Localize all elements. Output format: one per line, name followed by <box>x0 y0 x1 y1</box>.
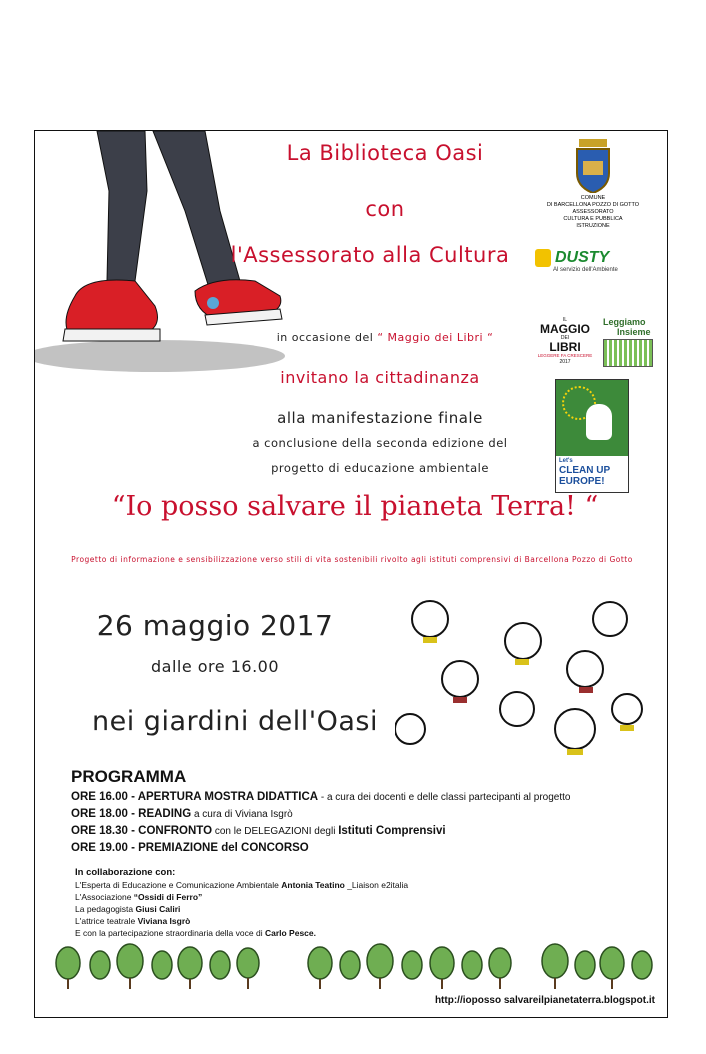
programma-section <box>71 767 661 857</box>
programma-item <box>71 806 661 823</box>
collab-line <box>75 891 575 903</box>
item-time: ORE 16.00 <box>71 791 128 803</box>
item-time: ORE 18.00 <box>71 808 128 820</box>
collab-text: La pedagogista <box>75 904 136 914</box>
item-time: ORE 18.30 <box>71 825 128 837</box>
collab-line <box>75 879 575 891</box>
children-faces-illustration <box>395 589 665 789</box>
collab-text: E con la partecipazione straordinaria della voce di <box>75 928 265 938</box>
item-sep: - <box>127 808 139 820</box>
comune-line-4: CULTURA E PUBBLICA <box>563 216 623 222</box>
collab-name: Giusi Caliri <box>135 904 181 914</box>
item-title: READING <box>138 808 192 820</box>
programma-title: PROGRAMMA <box>71 767 187 786</box>
collab-name: Viviana Isgrò <box>137 916 191 926</box>
collab-text: _Liaison e2italia <box>344 880 409 890</box>
leggiamo-line-2: Insieme <box>617 327 651 337</box>
collab-text: L'Esperta di Educazione e Comunicazione Ambientale <box>75 880 282 890</box>
conclusione-line: a conclusione della seconda edizione del <box>252 436 508 450</box>
clean-line-2: EUROPE! <box>559 476 605 487</box>
programma-item <box>71 789 661 806</box>
dusty-logo <box>535 249 645 273</box>
leggiamo-line-1: Leggiamo <box>603 317 646 327</box>
slogan: “Io posso salvare il pianeta Terra! “ <box>111 491 599 522</box>
leggiamo-insieme-logo <box>603 317 663 367</box>
item-sep: - <box>127 842 139 854</box>
maggio-dei-libri-logo <box>535 317 595 365</box>
poster <box>34 130 668 1018</box>
blog-url-link[interactable]: http://ioposso salvareilpianetaterra.blogspot.it <box>434 995 655 1006</box>
collaborazione-section <box>75 867 575 939</box>
programma-item <box>71 840 661 857</box>
maggio-line-2: MAGGIO <box>540 322 590 336</box>
invitano-line: invitano la cittadinanza <box>280 368 480 387</box>
event-date: 26 maggio 2017 <box>96 609 334 642</box>
maggio-line-3: DEI <box>560 335 570 341</box>
event-place: nei giardini dell'Oasi <box>92 706 378 737</box>
clean-lets: Let's <box>559 458 573 464</box>
header-line-1: La Biblioteca Oasi <box>286 141 484 165</box>
clean-line-1: CLEAN UP <box>559 465 611 476</box>
comune-line-3: ASSESSORATO <box>572 209 614 215</box>
manifestazione-line: alla manifestazione finale <box>277 409 483 427</box>
collab-heading: In collaborazione con: <box>75 867 176 878</box>
clean-up-europe-logo <box>555 379 629 493</box>
dusty-name: DUSTY <box>555 249 610 266</box>
maggio-year: 2017 <box>559 359 571 365</box>
occasione-event: “ Maggio dei Libri “ <box>377 331 494 344</box>
dusty-tagline: Al servizio dell'Ambiente <box>553 267 618 273</box>
collab-line <box>75 915 575 927</box>
occasione-pre: in occasione del <box>276 331 374 344</box>
item-time: ORE 19.00 <box>71 842 128 854</box>
comune-logo <box>543 139 643 230</box>
item-title: PREMIAZIONE del CONCORSO <box>138 842 309 854</box>
hand-icon <box>586 404 612 440</box>
item-title-2: Istituti Comprensivi <box>338 825 446 837</box>
trees-illustration <box>50 943 655 991</box>
maggio-line-5: LEGGERE FA CRESCERE <box>537 353 593 358</box>
collab-text: L'Associazione <box>75 892 134 902</box>
books-field-icon <box>603 339 653 367</box>
collab-text: L'attrice teatrale <box>75 916 138 926</box>
item-rest: - a cura dei docenti e delle classi partecipanti al progetto <box>318 792 571 803</box>
collab-name: Antonia Teatino <box>281 880 345 890</box>
occasione-line <box>265 331 505 344</box>
item-rest: a cura di Viviana Isgrò <box>191 809 293 820</box>
collab-name: Carlo Pesce. <box>264 928 316 938</box>
item-title: APERTURA MOSTRA DIDATTICA <box>137 791 319 803</box>
coat-of-arms-icon <box>573 139 613 193</box>
programma-item <box>71 823 661 840</box>
event-time: dalle ore 16.00 <box>150 657 280 676</box>
header-line-3: l'Assessorato alla Cultura <box>230 243 510 267</box>
maggio-line-1: IL <box>562 317 568 323</box>
progetto-line: progetto di educazione ambientale <box>271 461 489 475</box>
collab-name: “Ossidi di Ferro” <box>133 892 203 902</box>
recycle-figure-icon <box>535 249 551 267</box>
item-sep: - <box>127 791 138 803</box>
comune-line-1: COMUNE <box>580 195 606 201</box>
comune-line-5: ISTRUZIONE <box>576 223 610 229</box>
maggio-line-4: LIBRI <box>549 340 581 354</box>
item-title: CONFRONTO <box>138 825 213 837</box>
comune-line-2: DI BARCELLONA POZZO DI GOTTO <box>546 202 640 208</box>
item-sep: - <box>127 825 139 837</box>
slogan-subtitle: Progetto di informazione e sensibilizzazione verso stili di vita sostenibili rivolto agli istituti comprensivi di Barcellona Pozzo di Gotto <box>71 555 633 564</box>
header-line-2: con <box>365 197 405 221</box>
collab-line <box>75 927 575 939</box>
collab-line <box>75 903 575 915</box>
item-rest: con le DELEGAZIONI degli <box>212 826 339 837</box>
